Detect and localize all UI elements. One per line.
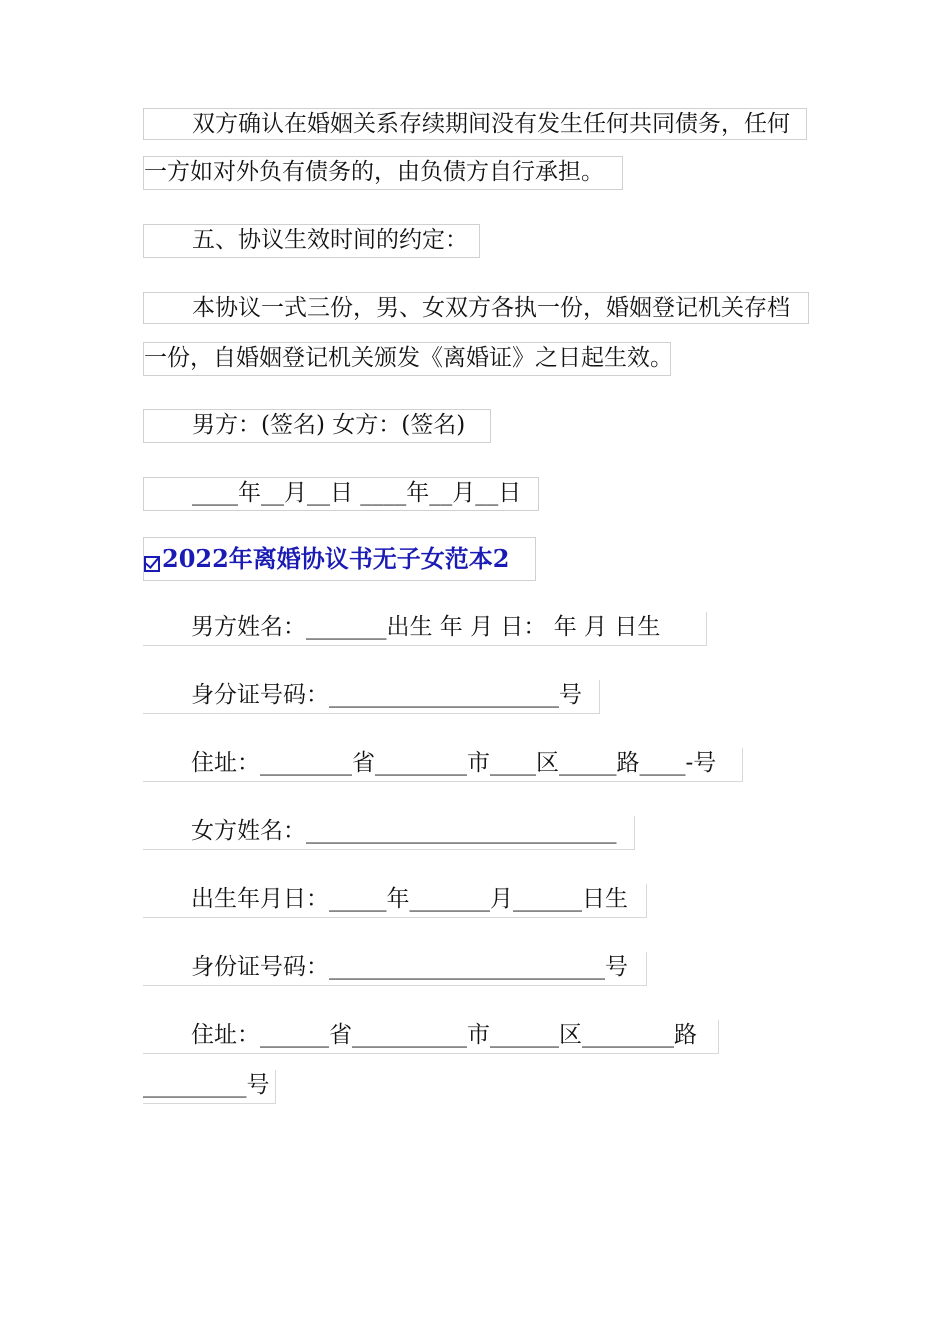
signature-line: 男方：(签名) 女方：(签名)	[143, 409, 491, 443]
male-address-line: 住址：________省________市____区_____路____-号	[143, 748, 743, 782]
debt-paragraph-line2: 一方如对外负有债务的，由负债方自行承担。	[143, 156, 623, 190]
section-heading-title: 2022年离婚协议书无子女范本2	[162, 544, 510, 573]
female-id-line: 身份证号码：________________________号	[143, 952, 647, 986]
date-line: ____年__月__日 ____年__月__日	[143, 477, 539, 511]
effect-paragraph-line1: 本协议一式三份，男、女双方各执一份，婚姻登记机关存档	[143, 292, 809, 324]
checked-box-icon	[144, 556, 160, 572]
clause-five-heading: 五、协议生效时间的约定：	[143, 224, 480, 258]
female-birth-line: 出生年月日：_____年_______月______日生	[143, 884, 647, 918]
female-address-line1: 住址：______省__________市______区________路	[143, 1020, 719, 1054]
male-name-line: 男方姓名：_______出生 年 月 日： 年 月 日生	[143, 612, 707, 646]
female-name-line: 女方姓名：___________________________	[143, 816, 635, 850]
effect-paragraph-line2: 一份，自婚姻登记机关颁发《离婚证》之日起生效。	[143, 342, 671, 376]
male-id-line: 身分证号码：____________________号	[143, 680, 600, 714]
female-address-line2: _________号	[143, 1070, 276, 1104]
debt-paragraph-line1: 双方确认在婚姻关系存续期间没有发生任何共同债务，任何	[143, 108, 807, 140]
section-heading	[143, 537, 536, 581]
